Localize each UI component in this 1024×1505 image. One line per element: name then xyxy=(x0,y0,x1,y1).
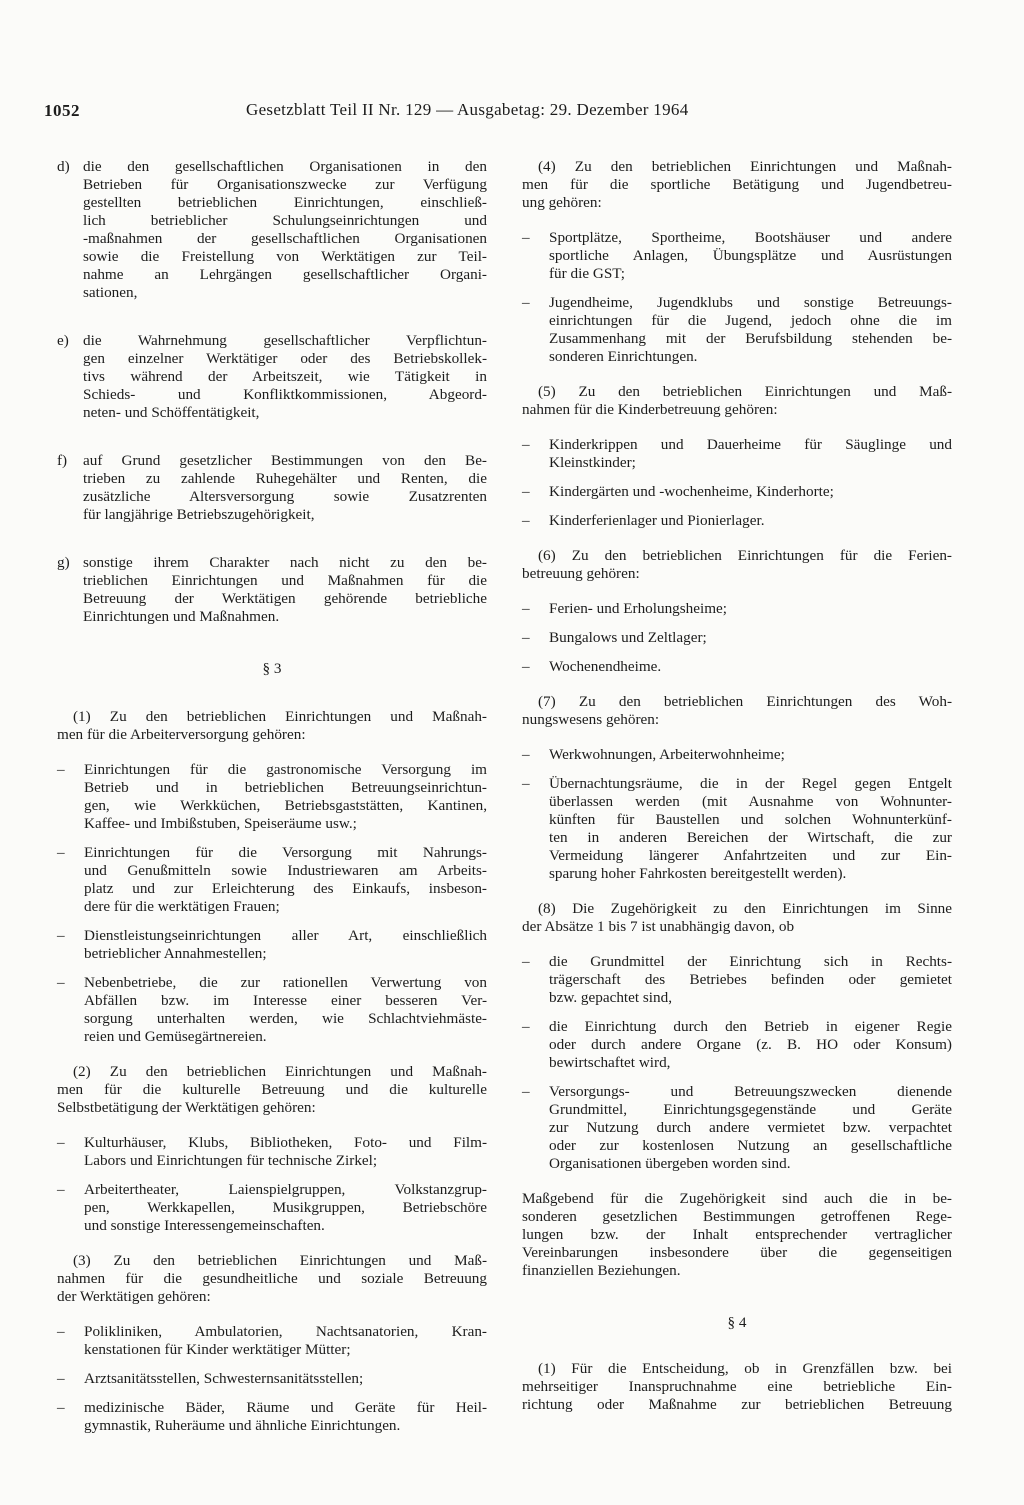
dash-item-text xyxy=(549,629,952,647)
text-line: (1) Für die Entscheidung, ob in Grenzfällen bzw. bei xyxy=(538,1360,952,1377)
text-line: ten in anderen Bereichen der Wirtschaft, die zur xyxy=(549,829,952,846)
dash-item-text xyxy=(84,761,487,833)
dash-bullet: – xyxy=(522,775,530,792)
paragraph-6 xyxy=(522,547,952,583)
text-line: sonstige ihrem Charakter nach nicht zu den be- xyxy=(83,554,487,571)
text-line: Ferien- und Erholungsheime; xyxy=(549,600,727,617)
text-line: Schieds- und Konfliktkommissionen, Abgeord- xyxy=(83,386,487,403)
text-line: Betrieb und in betrieblichen Betreuungseinrichtun- xyxy=(84,779,487,796)
dash-bullet: – xyxy=(522,629,530,646)
dash-list-item xyxy=(57,1370,487,1388)
text-line: Betrieben für Organisationszwecke zur Verfügung xyxy=(83,176,487,193)
dash-list-item xyxy=(522,629,952,647)
dash-list-item xyxy=(522,775,952,883)
text-line: Vermeidung längerer Anfahrtzeiten und zur Ein- xyxy=(549,847,952,864)
text-line: platz und zur Erleichterung des Einkaufs, insbeson- xyxy=(84,880,487,897)
text-line: künften für Baustellen und solchen Wohnunterkünf- xyxy=(549,811,952,828)
text-line: sorgung unterhalten werden, wie Schlachtviehmäste- xyxy=(84,1010,487,1027)
dash-item-text xyxy=(549,512,952,530)
text-line: -maßnahmen der gesellschaftlichen Organisationen xyxy=(83,230,487,247)
dash-item-text xyxy=(549,229,952,283)
dash-bullet: – xyxy=(522,1018,530,1035)
dash-list-item xyxy=(57,1323,487,1359)
page-header-title: Gesetzblatt Teil II Nr. 129 — Ausgabetag: 29. Dezember 1964 xyxy=(246,100,689,119)
text-line: oder durch andere Organe (z. B. HO oder Konsum) xyxy=(549,1036,952,1053)
dash-list-item xyxy=(522,953,952,1007)
dash-list-item xyxy=(522,1083,952,1173)
text-line: nungswesens gehören: xyxy=(522,711,660,728)
text-line: Organisationen übergeben worden sind. xyxy=(549,1155,791,1172)
text-line: pen, Werkkapellen, Musikgruppen, Betriebschöre xyxy=(84,1199,487,1216)
dash-item-text xyxy=(549,1083,952,1173)
text-line: zur Nutzung durch andere vermietet bzw. verpachtet xyxy=(549,1119,952,1136)
dash-item-text xyxy=(84,844,487,916)
dash-item-text xyxy=(549,746,952,764)
text-line: Vereinbarungen insbesondere über die gegenseitigen xyxy=(522,1244,952,1261)
dash-list-item xyxy=(522,483,952,501)
paragraph-4 xyxy=(522,158,952,212)
text-line: Abfällen bzw. im Interesse einer besseren Ver- xyxy=(84,992,487,1009)
text-line: trieben zu zahlende Ruhegehälter und Renten, die xyxy=(83,470,487,487)
text-line: oder zur kostenlosen Nutzung an gesellschaftliche xyxy=(549,1137,952,1154)
text-line: sportliche Anlagen, Übungsplätze und Ausrüstungen xyxy=(549,247,952,264)
dash-bullet: – xyxy=(57,761,65,778)
text-line: Polikliniken, Ambulatorien, Nachtsanatorien, Kran- xyxy=(84,1323,487,1340)
text-line: betreuung gehören: xyxy=(522,565,640,582)
text-line: (4) Zu den betrieblichen Einrichtungen und Maßnah- xyxy=(538,158,952,175)
dash-bullet: – xyxy=(522,436,530,453)
text-line: Betreuung der Werktätigen gehörende betriebliche xyxy=(83,590,487,607)
text-line: Kindergärten und -wochenheime, Kinderhorte; xyxy=(549,483,834,500)
text-line: sonderen gesetzlichen Bestimmungen getroffenen Rege- xyxy=(522,1208,952,1225)
paragraph-3 xyxy=(57,1252,487,1306)
dash-item-text xyxy=(84,1399,487,1435)
text-line: men für die Arbeiterversorgung gehören: xyxy=(57,726,306,743)
dash-list-item xyxy=(522,1018,952,1072)
text-line: Dienstleistungseinrichtungen aller Art, einschließlich xyxy=(84,927,487,944)
paragraph-2 xyxy=(57,1063,487,1117)
paragraph-8-list xyxy=(522,953,952,1173)
text-line: trägerschaft des Betriebes befinden oder gemietet xyxy=(549,971,952,988)
dash-list-item xyxy=(57,1181,487,1235)
dash-item-text xyxy=(84,1181,487,1235)
text-line: Werkwohnungen, Arbeiterwohnheime; xyxy=(549,746,785,763)
page-number: 1052 xyxy=(44,101,80,120)
dash-bullet: – xyxy=(522,600,530,617)
text-line: lich betrieblicher Schulungseinrichtungen und xyxy=(83,212,487,229)
paragraph-3-list xyxy=(57,1323,487,1435)
text-line: gymnastik, Ruheräume und ähnliche Einrichtungen. xyxy=(84,1417,401,1434)
dash-list-item xyxy=(522,600,952,618)
dash-item-text xyxy=(549,436,952,472)
text-line: gen einzelner Werktätiger oder des Betriebskollek- xyxy=(83,350,487,367)
dash-list-item xyxy=(57,1134,487,1170)
dash-item-text xyxy=(84,974,487,1046)
paragraph-4-list xyxy=(522,229,952,366)
dash-bullet: – xyxy=(57,1323,65,1340)
text-line: Zusammenhang mit der Berufsbildung stehenden be- xyxy=(549,330,952,347)
section-4-paragraph-1 xyxy=(522,1360,952,1414)
dash-item-text xyxy=(549,483,952,501)
text-line: Sportplätze, Sportheime, Bootshäuser und andere xyxy=(549,229,952,246)
text-line: sowie die Freistellung von Werktätigen zur Teil- xyxy=(83,248,487,265)
text-line: Kaffee- und Imbißstuben, Speiseräume usw.; xyxy=(84,815,357,832)
text-line: (1) Zu den betrieblichen Einrichtungen und Maßnah- xyxy=(73,708,487,725)
dash-list-item xyxy=(522,746,952,764)
dash-item-text xyxy=(84,927,487,963)
dash-bullet: – xyxy=(522,658,530,675)
text-line: dere für die werktätigen Frauen; xyxy=(84,898,280,915)
text-line: die Einrichtung durch den Betrieb in eigener Regie xyxy=(549,1018,952,1035)
text-line: ung gehören: xyxy=(522,194,602,211)
paragraph-6-list xyxy=(522,600,952,676)
right-column xyxy=(522,158,952,1414)
dash-item-text xyxy=(549,775,952,883)
text-line: (2) Zu den betrieblichen Einrichtungen und Maßnah- xyxy=(73,1063,487,1080)
section-heading-3: § 3 xyxy=(262,660,282,677)
text-line: sationen, xyxy=(83,284,138,301)
text-line: der Absätze 1 bis 7 ist unabhängig davon, ob xyxy=(522,918,795,935)
text-line: nahmen für die gesundheitliche und soziale Betreuung xyxy=(57,1270,487,1287)
text-line: Bungalows und Zeltlager; xyxy=(549,629,707,646)
dash-item-text xyxy=(84,1134,487,1170)
dash-list-item xyxy=(522,229,952,283)
text-line: Arbeitertheater, Laienspielgruppen, Volkstanzgrup- xyxy=(84,1181,487,1198)
text-line: Jugendheime, Jugendklubs und sonstige Betreuungs- xyxy=(549,294,952,311)
text-line: sonderen Einrichtungen. xyxy=(549,348,698,365)
closing-paragraph xyxy=(522,1190,952,1280)
dash-item-text xyxy=(84,1323,487,1359)
text-line: tivs während der Arbeitszeit, wie Tätigkeit in xyxy=(83,368,487,385)
text-line: Kulturhäuser, Klubs, Bibliotheken, Foto- und Film- xyxy=(84,1134,487,1151)
list-item-g xyxy=(57,554,487,626)
dash-bullet: – xyxy=(57,844,65,861)
text-line: Labors und Einrichtungen für technische Zirkel; xyxy=(84,1152,378,1169)
dash-list-item xyxy=(522,658,952,676)
text-line: trieblichen Einrichtungen und Maßnahmen für die xyxy=(83,572,487,589)
dash-item-text xyxy=(549,294,952,366)
paragraph-8 xyxy=(522,900,952,936)
text-line: lungen bzw. der Inhalt entsprechender vertraglicher xyxy=(522,1226,952,1243)
dash-bullet: – xyxy=(522,746,530,763)
text-line: betrieblicher Annahmestellen; xyxy=(84,945,267,962)
text-line: reien und Gemüsegärtnereien. xyxy=(84,1028,267,1045)
text-line: nahme an Lehrgängen gesellschaftlicher Organi- xyxy=(83,266,487,283)
list-item-d xyxy=(57,158,487,302)
paragraph-5-list xyxy=(522,436,952,530)
dash-bullet: – xyxy=(57,1181,65,1198)
text-line: Einrichtungen für die gastronomische Versorgung im xyxy=(84,761,487,778)
text-line: neten- und Schöffentätigkeit, xyxy=(83,404,260,421)
text-line: (7) Zu den betrieblichen Einrichtungen des Woh- xyxy=(538,693,952,710)
item-marker: g) xyxy=(57,554,70,571)
paragraph-2-list xyxy=(57,1134,487,1235)
item-marker: d) xyxy=(57,158,70,175)
text-line: Maßgebend für die Zugehörigkeit sind auch die in be- xyxy=(522,1190,952,1207)
text-line: Grundmittel, Einrichtungsgegenstände und Geräte xyxy=(549,1101,952,1118)
text-line: Kleinstkinder; xyxy=(549,454,636,471)
dash-bullet: – xyxy=(57,1370,65,1387)
text-line: bzw. gepachtet sind, xyxy=(549,989,673,1006)
text-line: die Grundmittel der Einrichtung sich in Rechts- xyxy=(549,953,952,970)
text-line: Kinderferienlager und Pionierlager. xyxy=(549,512,765,529)
text-line: sparung hoher Fahrkosten bereitgestellt werden). xyxy=(549,865,847,882)
text-line: Arztsanitätsstellen, Schwesternsanitätsstellen; xyxy=(84,1370,364,1387)
list-item-f xyxy=(57,452,487,524)
dash-bullet: – xyxy=(57,1134,65,1151)
dash-bullet: – xyxy=(522,512,530,529)
text-line: für die GST; xyxy=(549,265,625,282)
text-line: Kinderkrippen und Dauerheime für Säuglinge und xyxy=(549,436,952,453)
dash-list-item xyxy=(57,844,487,916)
dash-list-item xyxy=(522,294,952,366)
item-text xyxy=(83,554,487,626)
dash-list-item xyxy=(57,974,487,1046)
text-line: (3) Zu den betrieblichen Einrichtungen und Maß- xyxy=(73,1252,487,1269)
dash-list-item xyxy=(522,436,952,472)
item-text xyxy=(83,158,487,302)
dash-item-text xyxy=(84,1370,487,1388)
text-line: finanziellen Beziehungen. xyxy=(522,1262,681,1279)
text-line: Einrichtungen und Maßnahmen. xyxy=(83,608,280,625)
text-line: der Werktätigen gehören: xyxy=(57,1288,211,1305)
dash-list-item xyxy=(522,512,952,530)
dash-bullet: – xyxy=(522,953,530,970)
dash-list-item xyxy=(57,761,487,833)
dash-bullet: – xyxy=(57,1399,65,1416)
text-line: (6) Zu den betrieblichen Einrichtungen für die Ferien- xyxy=(538,547,952,564)
dash-item-text xyxy=(549,658,952,676)
text-line: und sonstige Interessengemeinschaften. xyxy=(84,1217,325,1234)
text-line: gestellten betrieblichen Einrichtungen, einschließ- xyxy=(83,194,487,211)
item-text xyxy=(83,452,487,524)
text-line: men für die sportliche Betätigung und Jugendbetreu- xyxy=(522,176,952,193)
text-line: die Wahrnehmung gesellschaftlicher Verpflichtun- xyxy=(83,332,487,349)
text-line: Einrichtungen für die Versorgung mit Nahrungs- xyxy=(84,844,487,861)
text-line: zusätzliche Altersversorgung sowie Zusatzrenten xyxy=(83,488,487,505)
text-line: Selbstbetätigung der Werktätigen gehören: xyxy=(57,1099,316,1116)
text-line: kenstationen für Kinder werktätiger Mütter; xyxy=(84,1341,351,1358)
item-marker: f) xyxy=(57,452,68,469)
dash-item-text xyxy=(549,1018,952,1072)
list-item-e xyxy=(57,332,487,422)
text-line: und Genußmitteln sowie Industriewaren am Arbeits- xyxy=(84,862,487,879)
text-line: einrichtungen für die Jugend, jedoch ohne die im xyxy=(549,312,952,329)
text-line: überlassen werden (mit Ausnahme von Wohnunter- xyxy=(549,793,952,810)
text-line: Übernachtungsräume, die in der Regel gegen Entgelt xyxy=(549,775,952,792)
text-line: für langjährige Betriebszugehörigkeit, xyxy=(83,506,315,523)
paragraph-1 xyxy=(57,708,487,744)
text-line: Nebenbetriebe, die zur rationellen Verwertung von xyxy=(84,974,487,991)
text-line: (8) Die Zugehörigkeit zu den Einrichtungen im Sinne xyxy=(538,900,952,917)
dash-bullet: – xyxy=(57,974,65,991)
text-line: bewirtschaftet wird, xyxy=(549,1054,671,1071)
paragraph-7-list xyxy=(522,746,952,883)
text-line: men für die kulturelle Betreuung und die kulturelle xyxy=(57,1081,487,1098)
text-line: nahmen für die Kinderbetreuung gehören: xyxy=(522,401,778,418)
section-heading-4: § 4 xyxy=(727,1314,747,1331)
text-line: Wochenendheime. xyxy=(549,658,662,675)
left-column xyxy=(57,158,487,1435)
dash-list-item xyxy=(57,927,487,963)
paragraph-5 xyxy=(522,383,952,419)
text-line: medizinische Bäder, Räume und Geräte für Heil- xyxy=(84,1399,487,1416)
dash-item-text xyxy=(549,600,952,618)
dash-item-text xyxy=(549,953,952,1007)
text-line: richtung oder Maßnahme zur betrieblichen Betreuung xyxy=(522,1396,952,1413)
dash-bullet: – xyxy=(522,294,530,311)
dash-bullet: – xyxy=(522,1083,530,1100)
dash-bullet: – xyxy=(522,229,530,246)
text-line: die den gesellschaftlichen Organisationen in den xyxy=(83,158,487,175)
paragraph-1-list xyxy=(57,761,487,1046)
item-text xyxy=(83,332,487,422)
text-line: Versorgungs- und Betreuungszwecken dienende xyxy=(549,1083,952,1100)
text-line: auf Grund gesetzlicher Bestimmungen von den Be- xyxy=(83,452,487,469)
text-line: (5) Zu den betrieblichen Einrichtungen und Maß- xyxy=(538,383,952,400)
text-line: mehrseitiger Inanspruchnahme eine betriebliche Ein- xyxy=(522,1378,952,1395)
dash-list-item xyxy=(57,1399,487,1435)
item-marker: e) xyxy=(57,332,69,349)
dash-bullet: – xyxy=(522,483,530,500)
text-line: gen, wie Werkküchen, Betriebsgaststätten, Kantinen, xyxy=(84,797,487,814)
paragraph-7 xyxy=(522,693,952,729)
dash-bullet: – xyxy=(57,927,65,944)
